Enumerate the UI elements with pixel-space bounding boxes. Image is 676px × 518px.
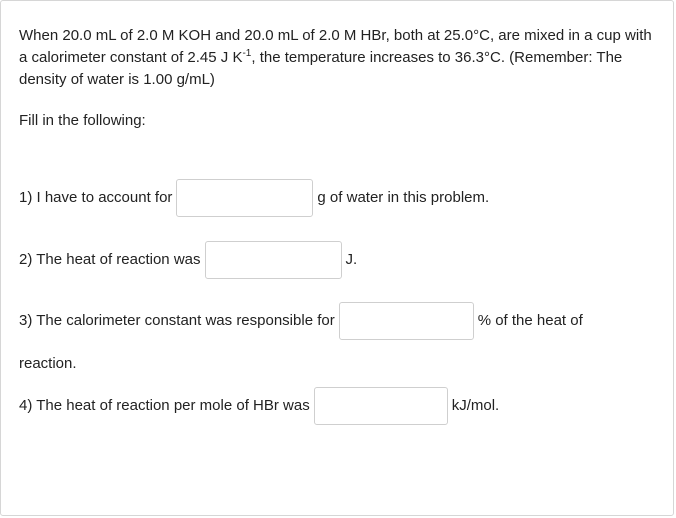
question-2-suffix: J. (345, 251, 358, 268)
question-3-suffix: % of the heat of (477, 312, 583, 329)
instruction-text: Fill in the following: (19, 112, 146, 129)
question-1-suffix: g of water in this problem. (317, 189, 490, 206)
problem-text-part1: When 20.0 mL of 2.0 M KOH and 20.0 mL of 2.0 M HBr, both at 25.0°C, are mixed in a cup with a calorimeter constant of 2.45 J K (19, 27, 652, 66)
problem-statement (19, 25, 664, 91)
question-4-suffix: kJ/mol. (451, 397, 500, 414)
question-4-prefix: 4) The heat of reaction per mole of HBr was (19, 397, 310, 414)
question-3-prefix: 3) The calorimeter constant was responsible for (19, 312, 335, 329)
question-1-answer-input[interactable] (176, 179, 313, 217)
question-2-answer-input[interactable] (205, 241, 342, 279)
question-1-prefix: 1) I have to account for (19, 189, 173, 206)
question-3 (19, 302, 583, 340)
question-2-prefix: 2) The heat of reaction was (19, 251, 201, 268)
problem-text-superscript: -1 (242, 48, 252, 59)
question-2 (19, 241, 357, 279)
question-1 (19, 179, 489, 217)
question-4-answer-input[interactable] (314, 387, 448, 425)
question-3-continuation: reaction. (19, 355, 77, 372)
problem-text-part2: , the temperature increases to 36.3°C. (Remember: The density of water is 1.00 g/mL) (19, 49, 623, 88)
question-4 (19, 387, 499, 425)
question-3-answer-input[interactable] (339, 302, 474, 340)
